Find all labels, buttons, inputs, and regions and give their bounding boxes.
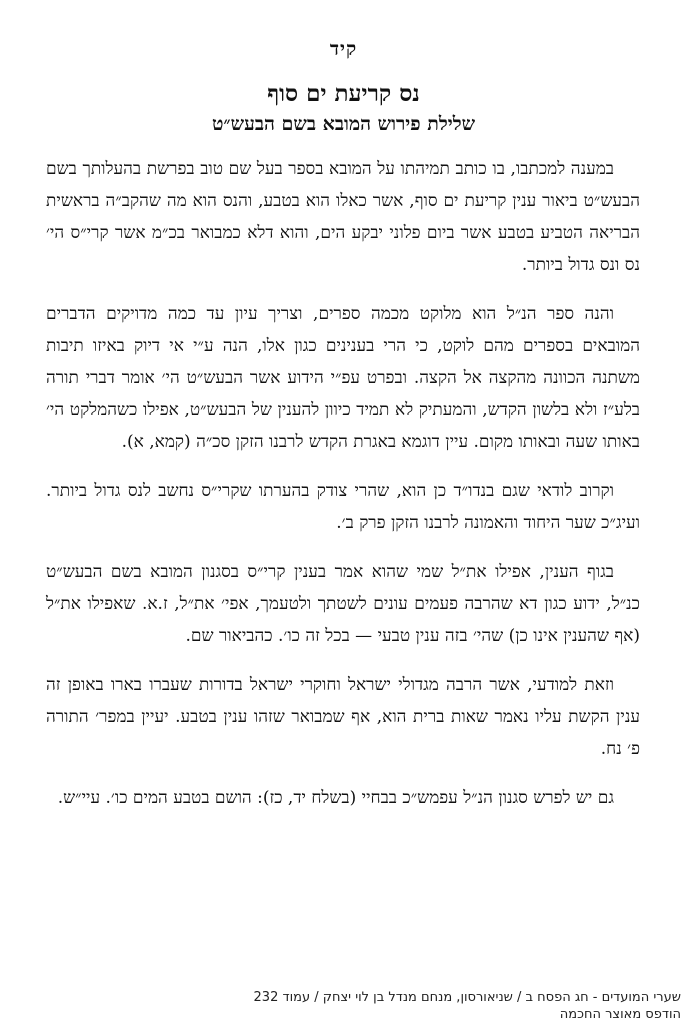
letter-body	[46, 153, 640, 831]
paragraph-6: גם יש לפרש סגנון הנ״ל עפמש״כ בבחיי (בשלח יד, כז): הושם בטבע המים כו׳. עיי״ש.	[57, 788, 614, 808]
page-number: קיד	[329, 38, 358, 60]
paragraph-5: וזאת למודעי, אשר הרבה מגדולי ישראל וחוקרי ישראל בדורות שעברו בארו באופן זה ענין הקשת עליו נאמר שאות ברית הוא, אף שמבואר שזהו ענין בטבע. יעיין במפר׳ התורה פ׳ נח.	[46, 675, 640, 759]
page-title: נס קריעת ים סוף	[267, 80, 420, 107]
source-footer	[0, 989, 687, 1023]
paragraph-1: במענה למכתבו, בו כותב תמיהתו על המובא בספר בעל שם טוב בפרשת בהעלותך בשם הבעש״ט ביאור ענין קריעת ים סוף, אשר כאלו הוא בטבע, והנס הוא מה שהקב״ה בראשית הבריאה הטביע בטבע אשר ביום פלוני יבקע הים, והוא דלא כמבואר בכ״מ אשר קרי״ס הי׳ נס ונס גדול ביותר.	[46, 159, 640, 275]
paragraph-2: והנה ספר הנ״ל הוא מלוקט מכמה ספרים, וצריך עיון עד כמה מדויקים הדברים המובאים בספרים מהם לוקט, כי הרי בענינים כגון אלו, הנה ע״י אי דיוק באיזו תיבות משתנה הכוונה מהקצה אל הקצה. ובפרט עפ״י הידוע אשר הבעש״ט הי׳ אומר דברי תורה בלע״ז ולא בלשון הקדש, והמעתיק לא תמיד כיוון להענין של הבעש״ט, אפילו כשהמלקט הי׳ באותו שעה ובאותו מקום. עיין דוגמא באגרת הקדש לרבנו הזקן סכ״ה (קמא, א).	[46, 304, 640, 452]
paragraph-3: וקרוב לודאי שגם בנדו״ד כן הוא, שהרי צודק בהערתו שקרי״ס נחשב לנס גדול ביותר. ועיג״כ שער היחוד והאמונה לרבנו הזקן פרק ב׳.	[46, 481, 640, 533]
paragraph-4: בגוף הענין, אפילו את״ל שמי שהוא אמר בענין קרי״ס בסגנון המובא בשם הבעש״ט כנ״ל, ידוע כגון דא שהרבה פעמים עונים לשטתך ולטעמך, אפי׳ את״ל, ז.א. שאפילו את״ל (אף שהענין אינו כן) שהי׳ בזה ענין טבעי — בכל זה כו׳. כהביאור שם.	[46, 562, 640, 646]
footer-printed-from: הודפס מאוצר החכמה	[559, 1007, 681, 1022]
page-subtitle: שלילת פירוש המובא בשם הבעש״ט	[211, 113, 476, 135]
footer-citation: שערי המועדים - חג הפסח ב / שניאורסון, מנחם מנדל בן לוי יצחק / עמוד 232	[253, 990, 681, 1005]
